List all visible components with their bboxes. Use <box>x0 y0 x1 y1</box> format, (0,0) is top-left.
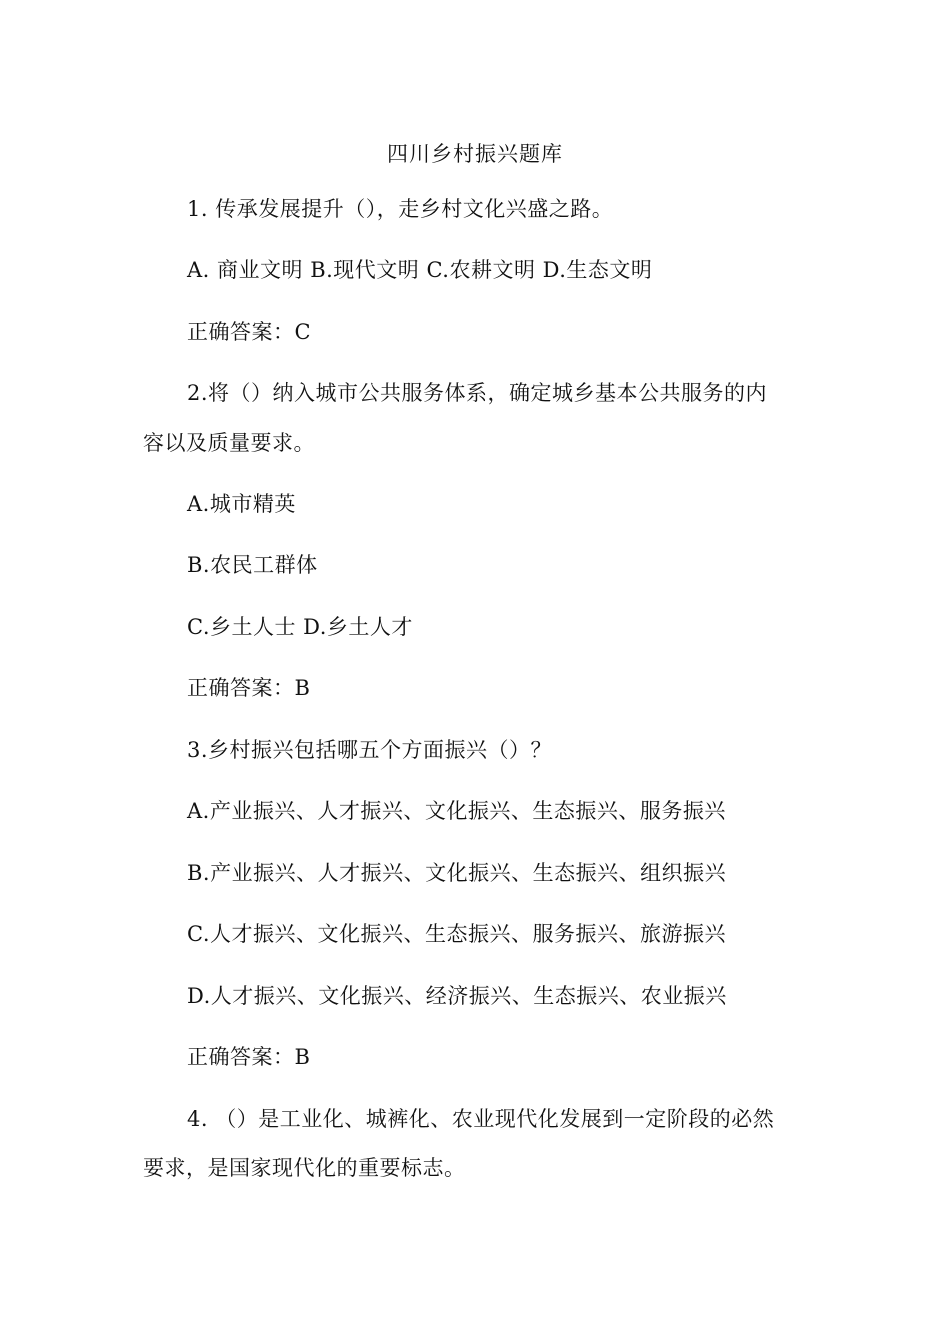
question-3-answer: 正确答案：B <box>187 1045 311 1069</box>
question-2-option-cd: C.乡土人士 D.乡土人才 <box>187 615 413 639</box>
question-2-option-a: A.城市精英 <box>187 492 296 516</box>
question-3-option-a: A.产业振兴、人才振兴、文化振兴、生态振兴、服务振兴 <box>187 799 726 823</box>
question-3-option-c: C.人才振兴、文化振兴、生态振兴、服务振兴、旅游振兴 <box>187 922 726 946</box>
question-1-stem: 1. 传承发展提升（），走乡村文化兴盛之路。 <box>187 197 614 221</box>
question-2-option-b: B.农民工群体 <box>187 553 318 577</box>
question-4-stem-continued: 要求，是国家现代化的重要标志。 <box>143 1156 466 1180</box>
question-1-answer: 正确答案：C <box>187 320 312 344</box>
question-3-option-b: B.产业振兴、人才振兴、文化振兴、生态振兴、组织振兴 <box>187 861 727 885</box>
question-2-stem-continued: 容以及质量要求。 <box>143 431 315 455</box>
question-4-stem: 4. （）是工业化、城裤化、农业现代化发展到一定阶段的必然 <box>187 1107 775 1131</box>
question-3-stem: 3.乡村振兴包括哪五个方面振兴（）？ <box>187 738 553 762</box>
question-2-stem: 2.将（）纳入城市公共服务体系，确定城乡基本公共服务的内 <box>187 381 768 405</box>
question-2-answer: 正确答案：B <box>187 676 311 700</box>
document-title: 四川乡村振兴题库 <box>387 142 563 166</box>
question-1-options: A. 商业文明 B.现代文明 C.农耕文明 D.生态文明 <box>187 258 653 282</box>
question-3-option-d: D.人才振兴、文化振兴、经济振兴、生态振兴、农业振兴 <box>187 984 727 1008</box>
